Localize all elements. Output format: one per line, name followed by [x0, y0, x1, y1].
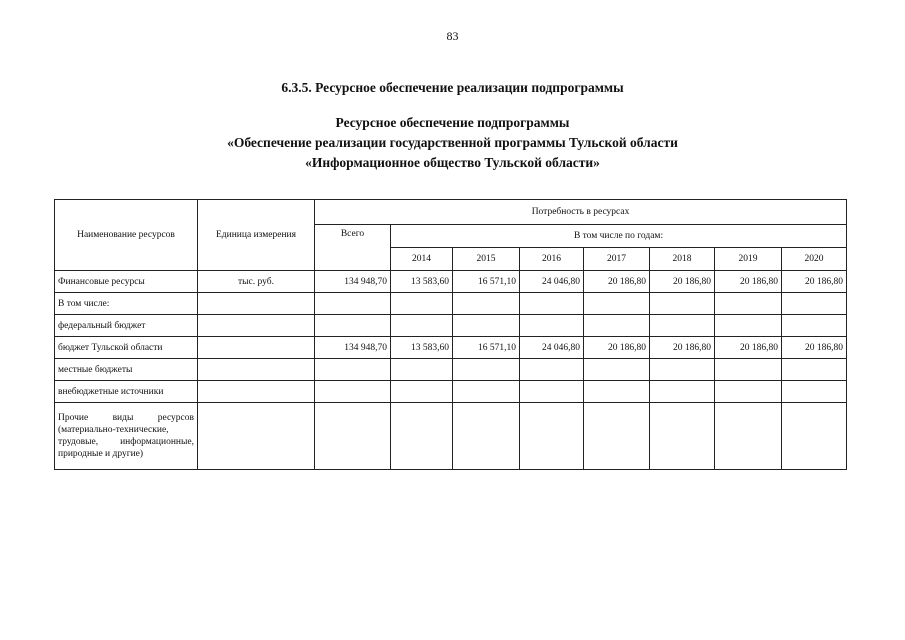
row-name: внебюджетные источники: [55, 381, 198, 403]
row-value: 24 046,80: [520, 271, 584, 293]
row-value: [391, 359, 453, 381]
row-value: [715, 359, 782, 381]
row-value: 13 583,60: [391, 271, 453, 293]
row-value: [650, 403, 715, 470]
row-value: [715, 293, 782, 315]
row-total: [315, 293, 391, 315]
row-value: [453, 403, 520, 470]
table-row: [55, 381, 847, 403]
row-value: [782, 293, 847, 315]
title-line: «Обеспечение реализации государственной программы Тульской области: [227, 135, 678, 150]
header-name: Наименование ресурсов: [55, 200, 198, 271]
row-value: [453, 381, 520, 403]
row-unit: [198, 315, 315, 337]
row-value: [520, 315, 584, 337]
row-value: 20 186,80: [715, 337, 782, 359]
row-value: 20 186,80: [782, 271, 847, 293]
row-value: [520, 359, 584, 381]
header-year: 2019: [715, 248, 782, 271]
row-value: [391, 381, 453, 403]
header-by-years: В том числе по годам:: [391, 225, 847, 248]
row-total: 134 948,70: [315, 337, 391, 359]
row-value: [391, 315, 453, 337]
header-need: Потребность в ресурсах: [315, 200, 847, 225]
row-unit: [198, 403, 315, 470]
section-heading: 6.3.5. Ресурсное обеспечение реализации подпрограммы: [281, 80, 624, 95]
row-total: [315, 403, 391, 470]
row-value: 20 186,80: [650, 337, 715, 359]
header-year: 2020: [782, 248, 847, 271]
row-total: [315, 315, 391, 337]
row-value: [391, 293, 453, 315]
row-value: 13 583,60: [391, 337, 453, 359]
row-value: 16 571,10: [453, 271, 520, 293]
table-row: [55, 337, 847, 359]
row-value: [782, 315, 847, 337]
row-value: 24 046,80: [520, 337, 584, 359]
header-year: 2015: [453, 248, 520, 271]
row-value: [650, 359, 715, 381]
row-value: 20 186,80: [650, 271, 715, 293]
row-value: [520, 381, 584, 403]
header-year: 2018: [650, 248, 715, 271]
row-name: бюджет Тульской области: [55, 337, 198, 359]
table-row: [55, 359, 847, 381]
row-value: 20 186,80: [782, 337, 847, 359]
row-value: 20 186,80: [584, 271, 650, 293]
row-value: [650, 293, 715, 315]
row-total: 134 948,70: [315, 271, 391, 293]
row-name: федеральный бюджет: [55, 315, 198, 337]
row-value: [453, 315, 520, 337]
row-value: [715, 315, 782, 337]
row-value: [715, 381, 782, 403]
row-total: [315, 381, 391, 403]
row-name: В том числе:: [55, 293, 198, 315]
document-title: [0, 113, 905, 173]
row-name: местные бюджеты: [55, 359, 198, 381]
row-unit: [198, 293, 315, 315]
table-row: [55, 271, 847, 293]
row-value: [584, 381, 650, 403]
row-name: Финансовые ресурсы: [55, 271, 198, 293]
row-value: [782, 381, 847, 403]
header-year: 2016: [520, 248, 584, 271]
row-value: 20 186,80: [584, 337, 650, 359]
row-value: [715, 403, 782, 470]
header-total: Всего: [315, 225, 391, 271]
page-number: 83: [446, 29, 459, 43]
row-name: Прочие виды ресурсов (материально-технические, трудовые, информационные, природные и другие): [55, 403, 198, 470]
row-value: [650, 381, 715, 403]
row-value: [584, 403, 650, 470]
row-value: [584, 359, 650, 381]
row-value: [453, 293, 520, 315]
row-value: [520, 403, 584, 470]
row-value: 16 571,10: [453, 337, 520, 359]
row-unit: [198, 359, 315, 381]
table-row: [55, 293, 847, 315]
row-unit: [198, 381, 315, 403]
header-year: 2017: [584, 248, 650, 271]
row-unit: [198, 337, 315, 359]
row-value: [584, 293, 650, 315]
row-value: [391, 403, 453, 470]
row-value: [782, 359, 847, 381]
row-value: [584, 315, 650, 337]
row-total: [315, 359, 391, 381]
row-value: [650, 315, 715, 337]
row-value: 20 186,80: [715, 271, 782, 293]
row-value: [782, 403, 847, 470]
header-unit: Единица измерения: [198, 200, 315, 271]
table-row: [55, 403, 847, 470]
resource-table: [54, 199, 847, 470]
title-line: Ресурсное обеспечение подпрограммы: [335, 115, 570, 130]
row-unit: тыс. руб.: [198, 271, 315, 293]
row-value: [520, 293, 584, 315]
title-line: «Информационное общество Тульской области»: [305, 155, 600, 170]
header-year: 2014: [391, 248, 453, 271]
row-value: [453, 359, 520, 381]
table-row: [55, 315, 847, 337]
